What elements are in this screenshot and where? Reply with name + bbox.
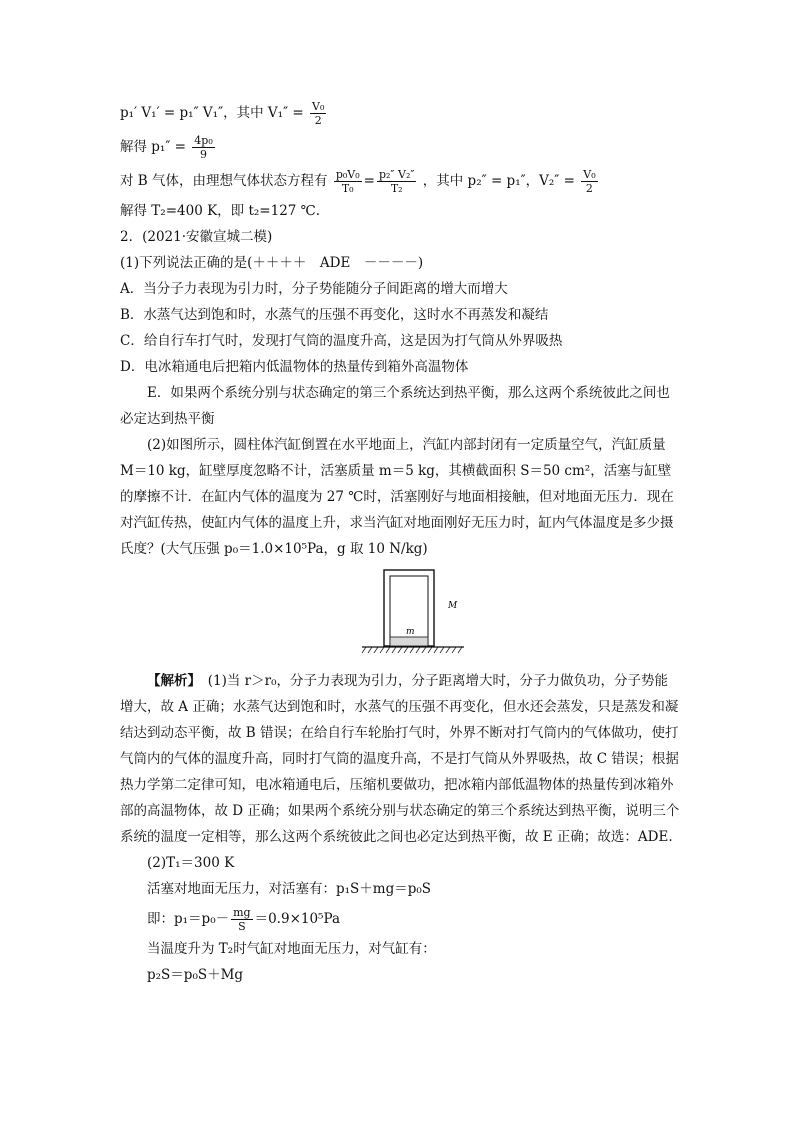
equals: = — [363, 173, 375, 189]
piston-label: m — [406, 627, 415, 637]
solution-line-2: (2)T₁＝300 K — [147, 855, 235, 871]
option-c: C．给自行车打气时，发现打气筒的温度升高，这是因为打气筒从外界吸热 — [120, 333, 563, 349]
text: p₁′ V₁′ = p₁″ V₁″，其中 V₁″ = — [120, 105, 304, 121]
solution-line-3: 活塞对地面无压力，对活塞有：p₁S＋mg＝p₀S — [147, 881, 432, 897]
fraction — [192, 134, 214, 161]
text: ＝0.9×10⁵Pa — [254, 911, 340, 927]
numerator: 4p₀ — [194, 134, 213, 147]
solution-line-6: p₂S＝p₀S＋Mg — [147, 967, 244, 983]
option-b: B．水蒸气达到饱和时，水蒸气的压强不再变化，这时水不再蒸发和凝结 — [120, 307, 549, 323]
option-d: D．电冰箱通电后把箱内低温物体的热量传到箱外高温物体 — [120, 359, 469, 375]
denominator: 2 — [314, 114, 322, 127]
option-e: E．如果两个系统分别与状态确定的第三个系统达到热平衡，那么这两个系统彼此之间也必定达到热平衡 — [120, 385, 670, 427]
solution-line-5: 当温度升为 T₂时气缸对地面无压力，对气缸有： — [147, 941, 436, 957]
denominator: S — [238, 920, 246, 933]
fraction — [334, 168, 362, 195]
document-body — [120, 96, 680, 988]
denominator: 2 — [585, 182, 593, 195]
fraction — [377, 168, 417, 195]
eq-line-2 — [120, 130, 680, 164]
text: 即：p₁＝p₀－ — [147, 911, 230, 927]
cylinder-label: M — [448, 601, 458, 611]
eq-line-1 — [120, 96, 680, 130]
numerator: V₀ — [583, 168, 596, 181]
ground-hatching — [362, 647, 462, 653]
numerator: p₂″ V₂″ — [378, 168, 415, 181]
denominator: T₂ — [390, 182, 403, 195]
question-part-1: (1)下列说法正确的是(＋＋＋＋ ADE －－－－) — [120, 255, 424, 271]
denominator: 9 — [200, 148, 208, 161]
piston — [390, 637, 428, 646]
eq-line-3 — [120, 164, 680, 198]
question-part-2: (2)如图所示，圆柱体汽缸倒置在水平地面上，汽缸内部封闭有一定质量空气，汽缸质量 M＝10 kg，缸壁厚度忽略不计，活塞质量 m＝5 kg，其横截面积 S＝50 cm²，活塞与缸壁的摩擦不计．在缸内气体的温度为 27 ℃时，活塞刚好与地面相接触，但对地面无压力．现在对汽缸传热，使缸内气体的温度上升，求当汽缸对地面刚好无压力时，缸内气体温度是多少摄氏度？(大气压强 p₀＝1.0×10⁵Pa，g 取 10 N/kg) — [120, 437, 674, 557]
text: ，其中 p₂″ = p₁″，V₂″ = — [422, 173, 575, 189]
option-a: A．当分子力表现为引力时，分子势能随分子间距离的增大而增大 — [120, 281, 508, 297]
denominator: T₀ — [341, 182, 354, 195]
solution-tag: 【解析】 — [147, 673, 195, 689]
fraction — [310, 100, 326, 127]
solution-text: (1)当 r＞r₀，分子力表现为引力，分子距离增大时，分子力做负功，分子势能增大，故 A 正确；水蒸气达到饱和时，水蒸气的压强不再变化，但水还会蒸发，只是蒸发和凝结达到动态平衡，故 B 错误；在给自行车轮胎打气时，外界不断对打气筒内的气体做功，使打气筒内的气体的温度升高，同时打气筒的温度升高，不是打气筒从外界吸热，故 C 错误；根据热力学第二定律可知，电冰箱通电后，压缩机要做功，把冰箱内部低温物体的热量传到冰箱外部的高温物体，故 D 正确；如果两个系统分别与状态确定的第三个系统达到热平衡，说明三个系统的温度一定相等，那么这两个系统彼此之间也必定达到热平衡，故 E 正确；故选：ADE. — [120, 673, 680, 845]
cylinder-figure — [360, 568, 470, 664]
solution-line-4 — [120, 902, 680, 936]
text: 解得 p₁″ = — [120, 139, 186, 155]
numerator: mg — [233, 906, 251, 919]
fraction — [581, 168, 597, 195]
numerator: V₀ — [312, 100, 325, 113]
text: 对 B 气体，由理想气体状态方程有 — [120, 173, 328, 189]
result-line: 解得 T₂=400 K，即 t₂=127 ℃. — [120, 203, 321, 219]
fraction — [231, 906, 252, 933]
solution-part-1 — [120, 668, 680, 850]
question-number: 2．(2021·安徽宣城二模) — [120, 229, 273, 245]
numerator: p₀V₀ — [335, 168, 360, 181]
